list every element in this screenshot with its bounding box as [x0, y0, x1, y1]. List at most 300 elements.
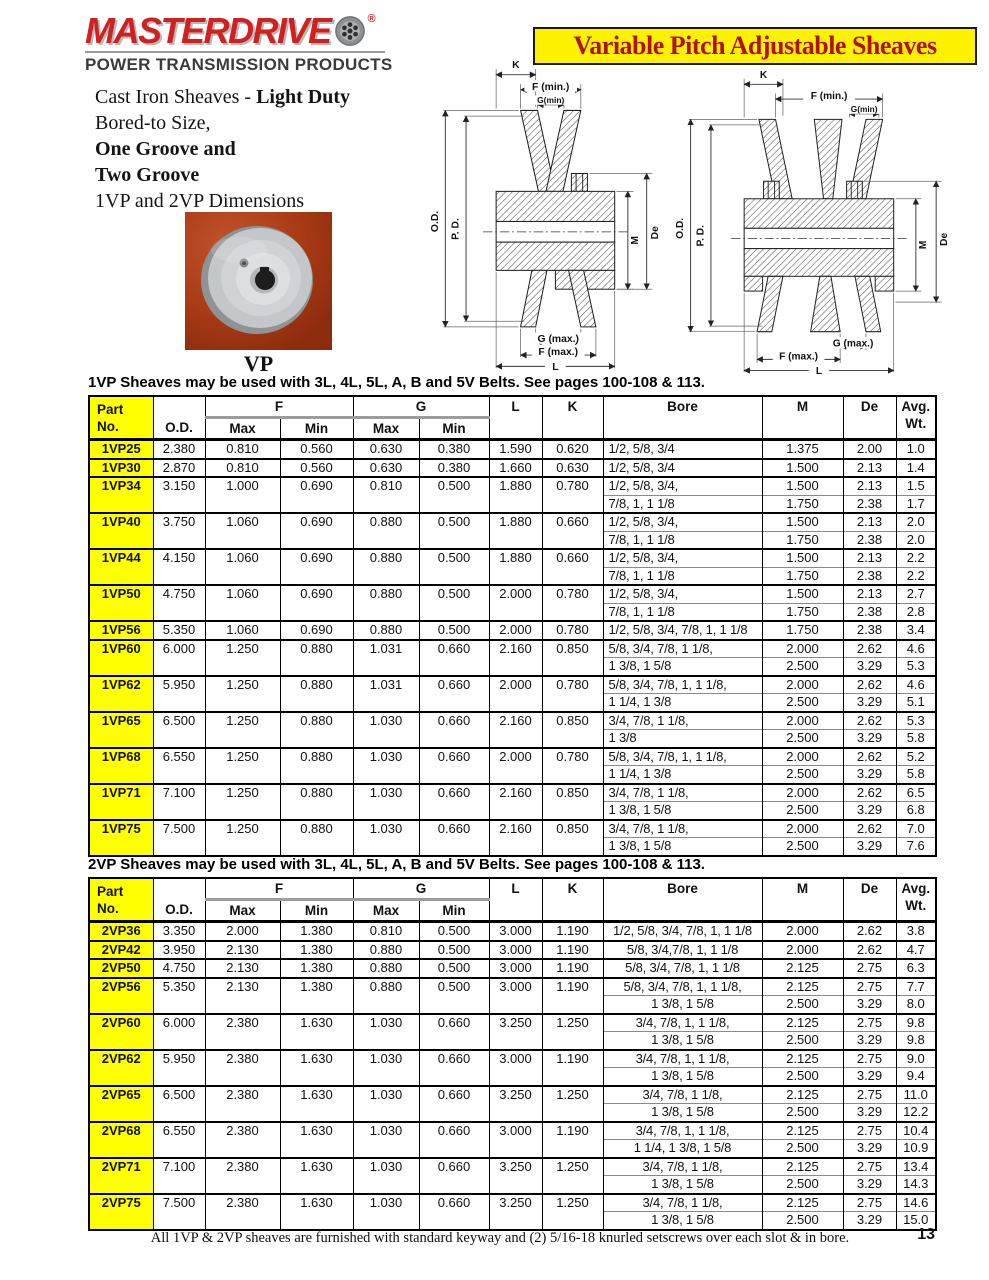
brand-wordmark — [85, 12, 395, 50]
avg-wt-cell: 9.8 — [896, 1014, 936, 1032]
part-no-cell: 1VP25 — [89, 440, 153, 459]
bore-cell: 3/4, 7/8, 1 1/8, — [603, 820, 762, 838]
m-cell: 2.000 — [762, 712, 843, 730]
f-max-cell: 1.250 — [205, 748, 280, 784]
l-cell: 2.160 — [489, 640, 542, 676]
table1-intro: 1VP Sheaves may be used with 3L, 4L, 5L, A, B and 5V Belts. See pages 100-108 & 113. — [88, 374, 705, 391]
m-cell: 2.125 — [762, 978, 843, 996]
part-no-cell: 1VP62 — [89, 676, 153, 712]
bore-cell: 1 3/8, 1 5/8 — [603, 1104, 762, 1122]
de-cell: 2.13 — [843, 585, 896, 603]
m-cell: 2.125 — [762, 1086, 843, 1104]
k-cell: 1.190 — [542, 1122, 603, 1158]
g-max-cell: 0.880 — [353, 959, 419, 978]
l-cell: 1.660 — [489, 459, 542, 478]
header-de: De — [843, 878, 896, 922]
g-max-cell: 1.030 — [353, 1122, 419, 1158]
avg-wt-cell: 4.6 — [896, 640, 936, 658]
m-cell: 1.500 — [762, 477, 843, 495]
header-avg-wt: Avg. Wt. — [896, 396, 936, 440]
m-cell: 2.000 — [762, 748, 843, 766]
logo-divider — [85, 51, 385, 53]
part-row — [89, 712, 936, 730]
k-cell: 1.190 — [542, 959, 603, 978]
header-f-max: Max — [205, 900, 280, 922]
k-cell: 1.190 — [542, 941, 603, 960]
avg-wt-cell: 1.0 — [896, 440, 936, 459]
dim-label-g-max: G (max.) — [537, 333, 579, 345]
od-cell: 3.150 — [153, 477, 205, 513]
dim-label-g-max: G (max.) — [832, 338, 874, 350]
g-max-cell: 0.880 — [353, 513, 419, 549]
m-cell: 2.500 — [762, 996, 843, 1014]
bore-cell: 1/2, 5/8, 3/4, 7/8, 1, 1 1/8 — [603, 922, 762, 941]
part-row — [89, 1014, 936, 1032]
dim-label-k: K — [759, 69, 768, 81]
bore-cell: 3/4, 7/8, 1 1/8, — [603, 712, 762, 730]
avg-wt-cell: 2.8 — [896, 603, 936, 621]
g-max-cell: 0.880 — [353, 585, 419, 621]
avg-wt-cell: 6.8 — [896, 802, 936, 820]
bore-cell: 1 3/8, 1 5/8 — [603, 802, 762, 820]
de-cell: 2.13 — [843, 513, 896, 531]
g-min-cell: 0.660 — [419, 1194, 489, 1230]
part-row — [89, 941, 936, 960]
od-cell: 7.500 — [153, 1194, 205, 1230]
l-cell: 3.250 — [489, 1086, 542, 1122]
avg-wt-cell: 4.7 — [896, 941, 936, 960]
k-cell: 1.250 — [542, 1014, 603, 1050]
avg-wt-cell: 14.3 — [896, 1176, 936, 1194]
part-no-cell: 1VP60 — [89, 640, 153, 676]
part-no-cell: 2VP56 — [89, 978, 153, 1014]
od-cell: 7.500 — [153, 820, 205, 856]
de-cell: 3.29 — [843, 1032, 896, 1050]
f-min-cell: 0.690 — [280, 477, 353, 513]
avg-wt-cell: 2.0 — [896, 513, 936, 531]
g-min-cell: 0.660 — [419, 820, 489, 856]
od-cell: 4.750 — [153, 959, 205, 978]
f-min-cell: 0.880 — [280, 784, 353, 820]
bore-cell: 1/2, 5/8, 3/4, — [603, 477, 762, 495]
description-line: Cast Iron Sheaves - Light Duty — [95, 86, 350, 108]
f-max-cell: 0.810 — [205, 440, 280, 459]
m-cell: 2.500 — [762, 1212, 843, 1230]
part-row — [89, 621, 936, 640]
bore-cell: 3/4, 7/8, 1 1/8, — [603, 784, 762, 802]
g-min-cell: 0.660 — [419, 748, 489, 784]
diagram-two-groove — [666, 64, 970, 376]
product-photo — [185, 212, 332, 350]
bore-cell: 3/4, 7/8, 1 1/8, — [603, 1086, 762, 1104]
bore-cell: 1 3/8, 1 5/8 — [603, 996, 762, 1014]
bore-cell: 5/8, 3/4, 7/8, 1, 1 1/8, — [603, 978, 762, 996]
g-max-cell: 1.030 — [353, 1014, 419, 1050]
dim-label-f-min: F (min.) — [810, 91, 848, 103]
part-no-cell: 2VP42 — [89, 941, 153, 960]
m-cell: 1.750 — [762, 621, 843, 640]
de-cell: 2.75 — [843, 1194, 896, 1212]
de-cell: 2.62 — [843, 748, 896, 766]
part-row — [89, 459, 936, 478]
bore-cell: 3/4, 7/8, 1 1/8, — [603, 1158, 762, 1176]
part-row — [89, 959, 936, 978]
od-cell: 4.150 — [153, 549, 205, 585]
k-cell: 0.620 — [542, 440, 603, 459]
bore-cell: 1/2, 5/8, 3/4 — [603, 459, 762, 478]
f-max-cell: 2.380 — [205, 1158, 280, 1194]
de-cell: 2.13 — [843, 459, 896, 478]
dim-label-f-max: F (max.) — [779, 351, 819, 363]
m-cell: 2.500 — [762, 1176, 843, 1194]
bore-cell: 3/4, 7/8, 1, 1 1/8, — [603, 1014, 762, 1032]
m-cell: 2.000 — [762, 676, 843, 694]
avg-wt-cell: 7.6 — [896, 838, 936, 856]
header-part-no: Part No. — [89, 878, 153, 922]
de-cell: 2.75 — [843, 1158, 896, 1176]
dimension-table — [88, 877, 937, 1231]
avg-wt-cell: 5.1 — [896, 694, 936, 712]
description-line: Bored-to Size, — [95, 112, 211, 134]
od-cell: 6.550 — [153, 748, 205, 784]
g-min-cell: 0.500 — [419, 959, 489, 978]
g-min-cell: 0.660 — [419, 712, 489, 748]
m-cell: 1.750 — [762, 531, 843, 549]
sheaves-table-2vp — [88, 877, 937, 1231]
bore-cell: 7/8, 1, 1 1/8 — [603, 531, 762, 549]
part-no-cell: 1VP44 — [89, 549, 153, 585]
od-cell: 6.000 — [153, 1014, 205, 1050]
dim-label-m: M — [918, 240, 929, 250]
f-max-cell: 2.380 — [205, 1086, 280, 1122]
avg-wt-cell: 5.8 — [896, 766, 936, 784]
m-cell: 2.125 — [762, 959, 843, 978]
bore-cell: 1 3/8, 1 5/8 — [603, 1212, 762, 1230]
f-min-cell: 1.630 — [280, 1014, 353, 1050]
brand-name: MASTERDRIVE — [85, 10, 331, 51]
de-cell: 2.13 — [843, 477, 896, 495]
footnote: All 1VP & 2VP sheaves are furnished with standard keyway and (2) 5/16-18 knurled setscrews over each slot & in bore. — [150, 1230, 850, 1246]
de-cell: 3.29 — [843, 838, 896, 856]
f-min-cell: 0.560 — [280, 440, 353, 459]
header-row — [89, 396, 936, 418]
g-min-cell: 0.660 — [419, 1158, 489, 1194]
avg-wt-cell: 9.4 — [896, 1068, 936, 1086]
l-cell: 2.160 — [489, 820, 542, 856]
l-cell: 3.250 — [489, 1194, 542, 1230]
m-cell: 2.500 — [762, 1140, 843, 1158]
bore-cell: 5/8, 3/4, 7/8, 1, 1 1/8, — [603, 676, 762, 694]
m-cell: 2.500 — [762, 1104, 843, 1122]
part-no-cell: 1VP75 — [89, 820, 153, 856]
de-cell: 2.38 — [843, 495, 896, 513]
part-row — [89, 978, 936, 996]
sheaves-table-1vp — [88, 395, 937, 857]
gear-icon — [334, 15, 366, 47]
bore-cell: 5/8, 3/4,7/8, 1, 1 1/8 — [603, 941, 762, 960]
k-cell: 0.780 — [542, 477, 603, 513]
g-min-cell: 0.500 — [419, 585, 489, 621]
od-cell: 5.350 — [153, 621, 205, 640]
m-cell: 1.750 — [762, 603, 843, 621]
de-cell: 3.29 — [843, 1140, 896, 1158]
f-min-cell: 1.630 — [280, 1194, 353, 1230]
od-cell: 4.750 — [153, 585, 205, 621]
de-cell: 3.29 — [843, 658, 896, 676]
avg-wt-cell: 4.6 — [896, 676, 936, 694]
m-cell: 2.000 — [762, 941, 843, 960]
f-max-cell: 2.380 — [205, 1014, 280, 1050]
header-m: M — [762, 396, 843, 440]
g-max-cell: 0.810 — [353, 922, 419, 941]
avg-wt-cell: 1.5 — [896, 477, 936, 495]
de-cell: 2.38 — [843, 531, 896, 549]
header-g-max: Max — [353, 418, 419, 440]
bore-cell: 1/2, 5/8, 3/4 — [603, 440, 762, 459]
g-min-cell: 0.660 — [419, 640, 489, 676]
header-f-max: Max — [205, 418, 280, 440]
f-max-cell: 1.250 — [205, 676, 280, 712]
part-row — [89, 1122, 936, 1140]
de-cell: 2.62 — [843, 640, 896, 658]
m-cell: 1.500 — [762, 513, 843, 531]
f-min-cell: 1.630 — [280, 1122, 353, 1158]
m-cell: 2.500 — [762, 730, 843, 748]
part-row — [89, 1086, 936, 1104]
l-cell: 1.880 — [489, 477, 542, 513]
f-max-cell: 1.250 — [205, 820, 280, 856]
l-cell: 2.000 — [489, 621, 542, 640]
k-cell: 0.780 — [542, 748, 603, 784]
k-cell: 1.190 — [542, 978, 603, 1014]
m-cell: 2.125 — [762, 1014, 843, 1032]
f-min-cell: 0.690 — [280, 513, 353, 549]
g-max-cell: 0.880 — [353, 621, 419, 640]
de-cell: 2.62 — [843, 676, 896, 694]
m-cell: 1.500 — [762, 459, 843, 478]
part-row — [89, 513, 936, 531]
avg-wt-cell: 11.0 — [896, 1086, 936, 1104]
f-min-cell: 0.690 — [280, 621, 353, 640]
f-min-cell: 0.880 — [280, 820, 353, 856]
g-min-cell: 0.660 — [419, 1014, 489, 1050]
bore-cell: 3/4, 7/8, 1, 1 1/8, — [603, 1050, 762, 1068]
m-cell: 2.000 — [762, 922, 843, 941]
de-cell: 2.13 — [843, 549, 896, 567]
de-cell: 3.29 — [843, 730, 896, 748]
l-cell: 2.160 — [489, 712, 542, 748]
m-cell: 1.750 — [762, 495, 843, 513]
g-min-cell: 0.500 — [419, 922, 489, 941]
de-cell: 2.38 — [843, 603, 896, 621]
g-min-cell: 0.500 — [419, 513, 489, 549]
part-no-cell: 1VP30 — [89, 459, 153, 478]
g-max-cell: 1.030 — [353, 1050, 419, 1086]
part-no-cell: 2VP68 — [89, 1122, 153, 1158]
part-no-cell: 2VP36 — [89, 922, 153, 941]
g-max-cell: 1.030 — [353, 820, 419, 856]
de-cell: 2.75 — [843, 1050, 896, 1068]
k-cell: 0.850 — [542, 640, 603, 676]
part-no-cell: 1VP71 — [89, 784, 153, 820]
part-no-cell: 1VP34 — [89, 477, 153, 513]
g-max-cell: 0.630 — [353, 440, 419, 459]
dim-label-l: L — [552, 362, 559, 372]
header-od: O.D. — [153, 396, 205, 440]
avg-wt-cell: 10.4 — [896, 1122, 936, 1140]
part-row — [89, 676, 936, 694]
f-max-cell: 1.000 — [205, 477, 280, 513]
de-cell: 3.29 — [843, 1104, 896, 1122]
bore-cell: 1 1/4, 1 3/8, 1 5/8 — [603, 1140, 762, 1158]
m-cell: 2.125 — [762, 1158, 843, 1176]
od-cell: 3.350 — [153, 922, 205, 941]
header-g: G — [353, 878, 489, 900]
k-cell: 1.250 — [542, 1194, 603, 1230]
m-cell: 2.500 — [762, 766, 843, 784]
bore-cell: 1/2, 5/8, 3/4, — [603, 513, 762, 531]
k-cell: 0.660 — [542, 549, 603, 585]
g-min-cell: 0.660 — [419, 1086, 489, 1122]
sheave-cross-section — [483, 110, 628, 326]
bore-cell: 1/2, 5/8, 3/4, 7/8, 1, 1 1/8 — [603, 621, 762, 640]
de-cell: 2.75 — [843, 1122, 896, 1140]
m-cell: 2.000 — [762, 784, 843, 802]
bore-cell: 3/4, 7/8, 1, 1 1/8, — [603, 1122, 762, 1140]
od-cell: 5.950 — [153, 1050, 205, 1086]
l-cell: 3.250 — [489, 1014, 542, 1050]
l-cell: 3.000 — [489, 1122, 542, 1158]
de-cell: 3.29 — [843, 694, 896, 712]
l-cell: 3.000 — [489, 941, 542, 960]
f-min-cell: 1.380 — [280, 941, 353, 960]
bore-cell: 1 1/4, 1 3/8 — [603, 694, 762, 712]
sheave-cross-section — [731, 119, 906, 331]
part-no-cell: 2VP75 — [89, 1194, 153, 1230]
l-cell: 2.000 — [489, 585, 542, 621]
g-min-cell: 0.500 — [419, 621, 489, 640]
avg-wt-cell: 2.2 — [896, 549, 936, 567]
dim-label-od: O.D. — [675, 217, 687, 239]
f-min-cell: 1.630 — [280, 1086, 353, 1122]
f-min-cell: 1.380 — [280, 978, 353, 1014]
part-row — [89, 640, 936, 658]
avg-wt-cell: 3.8 — [896, 922, 936, 941]
bore-cell: 1/2, 5/8, 3/4, — [603, 549, 762, 567]
de-cell: 2.38 — [843, 567, 896, 585]
l-cell: 2.000 — [489, 676, 542, 712]
avg-wt-cell: 15.0 — [896, 1212, 936, 1230]
bore-cell: 1 3/8, 1 5/8 — [603, 1068, 762, 1086]
bore-cell: 1/2, 5/8, 3/4, — [603, 585, 762, 603]
header-avg-wt: Avg. Wt. — [896, 878, 936, 922]
avg-wt-cell: 2.0 — [896, 531, 936, 549]
f-min-cell: 0.880 — [280, 676, 353, 712]
od-cell: 6.000 — [153, 640, 205, 676]
header-bore: Bore — [603, 396, 762, 440]
avg-wt-cell: 9.8 — [896, 1032, 936, 1050]
header-f: F — [205, 878, 353, 900]
header-de: De — [843, 396, 896, 440]
de-cell: 3.29 — [843, 1176, 896, 1194]
dim-label-pd: P. D. — [450, 218, 462, 240]
m-cell: 2.500 — [762, 1032, 843, 1050]
dim-label-od: O.D. — [429, 210, 441, 233]
dim-label-de: De — [649, 226, 661, 240]
part-no-cell: 1VP50 — [89, 585, 153, 621]
f-max-cell: 2.130 — [205, 978, 280, 1014]
bore-cell: 1 3/8, 1 5/8 — [603, 838, 762, 856]
de-cell: 2.62 — [843, 784, 896, 802]
od-cell: 7.100 — [153, 784, 205, 820]
od-cell: 5.950 — [153, 676, 205, 712]
dim-label-pd: P. D. — [695, 225, 707, 247]
f-max-cell: 0.810 — [205, 459, 280, 478]
bore-cell: 5/8, 3/4, 7/8, 1, 1 1/8, — [603, 748, 762, 766]
part-no-cell: 2VP50 — [89, 959, 153, 978]
f-min-cell: 0.880 — [280, 712, 353, 748]
part-no-cell: 2VP60 — [89, 1014, 153, 1050]
de-cell: 2.38 — [843, 621, 896, 640]
od-cell: 2.870 — [153, 459, 205, 478]
f-min-cell: 0.690 — [280, 585, 353, 621]
avg-wt-cell: 6.3 — [896, 959, 936, 978]
part-no-cell: 1VP56 — [89, 621, 153, 640]
f-min-cell: 0.690 — [280, 549, 353, 585]
f-max-cell: 1.060 — [205, 513, 280, 549]
g-max-cell: 0.880 — [353, 978, 419, 1014]
m-cell: 2.000 — [762, 640, 843, 658]
m-cell: 1.750 — [762, 567, 843, 585]
de-cell: 3.29 — [843, 766, 896, 784]
dim-label-l: L — [815, 366, 823, 376]
m-cell: 2.500 — [762, 658, 843, 676]
bore-cell: 1 1/4, 1 3/8 — [603, 766, 762, 784]
g-max-cell: 1.030 — [353, 1194, 419, 1230]
avg-wt-cell: 13.4 — [896, 1158, 936, 1176]
header-f-min: Min — [280, 418, 353, 440]
m-cell: 1.375 — [762, 440, 843, 459]
g-max-cell: 0.880 — [353, 549, 419, 585]
bore-cell: 1 3/8, 1 5/8 — [603, 1176, 762, 1194]
dim-label-g-min: G(min) — [850, 104, 878, 114]
header-g-max: Max — [353, 900, 419, 922]
f-max-cell: 1.060 — [205, 585, 280, 621]
avg-wt-cell: 2.2 — [896, 567, 936, 585]
bore-cell: 7/8, 1, 1 1/8 — [603, 567, 762, 585]
part-no-cell: 1VP68 — [89, 748, 153, 784]
g-max-cell: 0.880 — [353, 941, 419, 960]
avg-wt-cell: 2.7 — [896, 585, 936, 603]
part-row — [89, 1158, 936, 1176]
avg-wt-cell: 5.3 — [896, 712, 936, 730]
f-min-cell: 1.630 — [280, 1050, 353, 1086]
dim-label-f-min: F (min.) — [532, 81, 570, 93]
f-max-cell: 2.380 — [205, 1194, 280, 1230]
l-cell: 3.000 — [489, 922, 542, 941]
header-k: K — [542, 396, 603, 440]
f-min-cell: 0.880 — [280, 748, 353, 784]
avg-wt-cell: 6.5 — [896, 784, 936, 802]
dimension-table — [88, 395, 937, 857]
l-cell: 1.880 — [489, 513, 542, 549]
header-m: M — [762, 878, 843, 922]
g-max-cell: 0.630 — [353, 459, 419, 478]
de-cell: 3.29 — [843, 1068, 896, 1086]
g-max-cell: 1.030 — [353, 712, 419, 748]
g-max-cell: 1.030 — [353, 748, 419, 784]
g-max-cell: 1.031 — [353, 640, 419, 676]
